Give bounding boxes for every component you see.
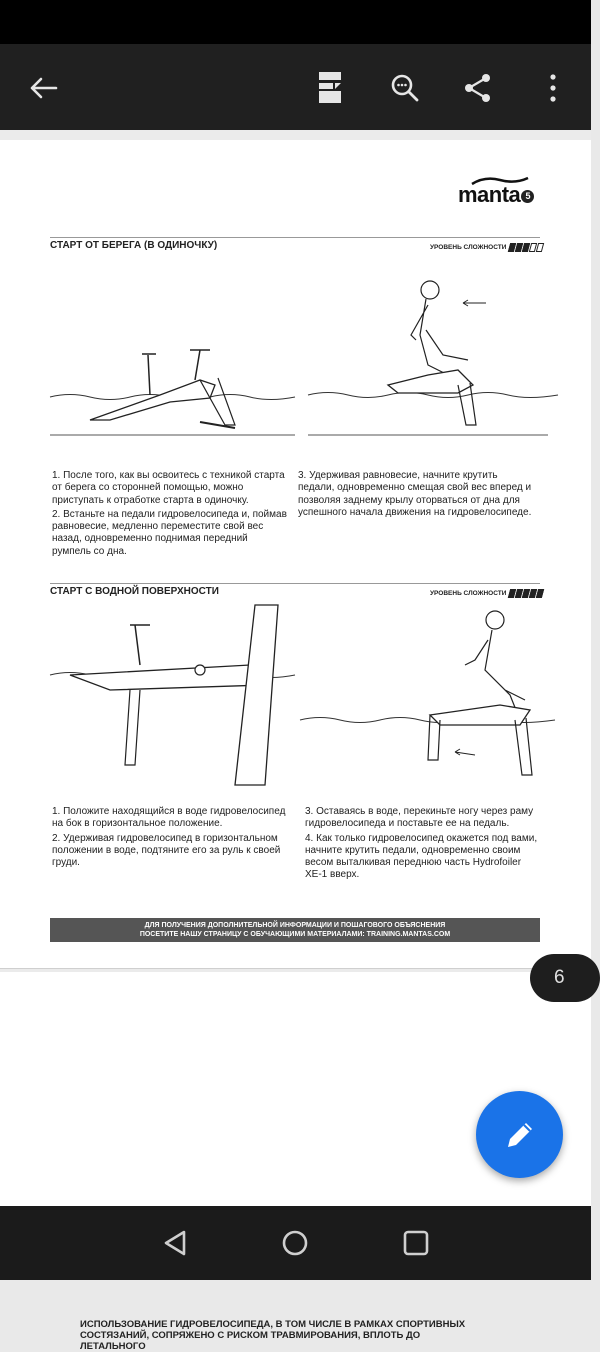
warning-text: ИСПОЛЬЗОВАНИЕ ГИДРОВЕЛОСИПЕДА, В ТОМ ЧИСЛЕ В РАМКАХ СПОРТИВНЫХ СОСТЯЗАНИЙ, СОПРЯЖЕНО С РИСКОМ ТРАВМИРОВАНИЯ, ВПЛОТЬ ДО ЛЕТАЛЬНОГО (80, 1319, 466, 1352)
recents-square-icon[interactable] (401, 1228, 431, 1258)
water-start-steps-right: 3. Оставаясь в воде, перекиньте ногу через раму гидровелосипеда и поставьте ее на педаль. 4. Как только гидровелосипед окажется под вами, начните крутить педали, одновременно своим весом выталкивая переднюю часть Hydrofoiler XE-1 вверх. (305, 806, 538, 881)
logo-wave-icon (470, 176, 530, 186)
section-title-shore-start: СТАРТ ОТ БЕРЕГА (В ОДИНОЧКУ) (50, 240, 218, 251)
home-circle-icon[interactable] (280, 1228, 310, 1258)
hydrofoil-water-rider-illustration (300, 610, 555, 790)
share-icon[interactable] (456, 66, 500, 110)
difficulty-level: УРОВЕНЬ СЛОЖНОСТИ (430, 243, 543, 252)
training-info-banner: ДЛЯ ПОЛУЧЕНИЯ ДОПОЛНИТЕЛЬНОЙ ИНФОРМАЦИИ И ПОШАГОВОГО ОБЪЯСНЕНИЯ ПОСЕТИТЕ НАШУ СТРАНИЦУ С ОБУЧАЮЩИМИ МАТЕРИАЛАМИ: TRAINING.MANTAS.COM (50, 918, 540, 942)
document-viewer[interactable] (0, 130, 591, 1352)
difficulty-level-2: УРОВЕНЬ СЛОЖНОСТИ (430, 589, 543, 598)
hydrofoil-sideways-illustration (50, 595, 295, 795)
shore-start-steps-left: 1. После того, как вы освоитесь с техникой старта от берега со сторонней помощью, можно приступать к отработке старта в одиночку. 2. Встаньте на педали гидровелосипеда и, поймав равновесие, медленно переместите свой вес назад, одновременно поднимая передний румпель со дна. (52, 470, 287, 557)
shore-start-steps-right: 3. Удерживая равновесие, начните крутить педали, одновременно смещая свой вес вперед и позволяя заднему крылу оторваться от дна для успешного начала движения на гидровелосипеде. (298, 470, 532, 518)
difficulty-bars-icon (509, 589, 543, 598)
water-start-steps-left: 1. Положите находящийся в воде гидровелосипед на бок в горизонтальное положение. 2. Удерживая гидровелосипед в горизонтальном положении в воде, подтяните его за руль к своей груди. (52, 806, 286, 869)
zoom-search-icon[interactable] (383, 66, 427, 110)
manta-logo: manta 5 (458, 182, 534, 208)
page-view-icon[interactable] (309, 66, 353, 110)
arrow-left-icon[interactable] (21, 66, 65, 110)
page-number-badge: 6 (530, 954, 600, 1002)
top-toolbar (0, 44, 591, 130)
difficulty-bars-icon (509, 243, 543, 252)
section-title-water-start: СТАРТ С ВОДНОЙ ПОВЕРХНОСТИ (50, 586, 219, 597)
system-nav-bar (0, 1206, 591, 1280)
edit-pencil-icon (502, 1117, 538, 1153)
pdf-page-6 (0, 140, 591, 969)
hydrofoil-shore-illustration-left (50, 340, 295, 440)
hydrofoil-rider-illustration-right (308, 275, 558, 440)
edit-fab-button[interactable] (476, 1091, 563, 1178)
back-triangle-icon[interactable] (160, 1228, 190, 1258)
more-vert-icon[interactable] (531, 66, 575, 110)
status-bar (0, 0, 591, 44)
